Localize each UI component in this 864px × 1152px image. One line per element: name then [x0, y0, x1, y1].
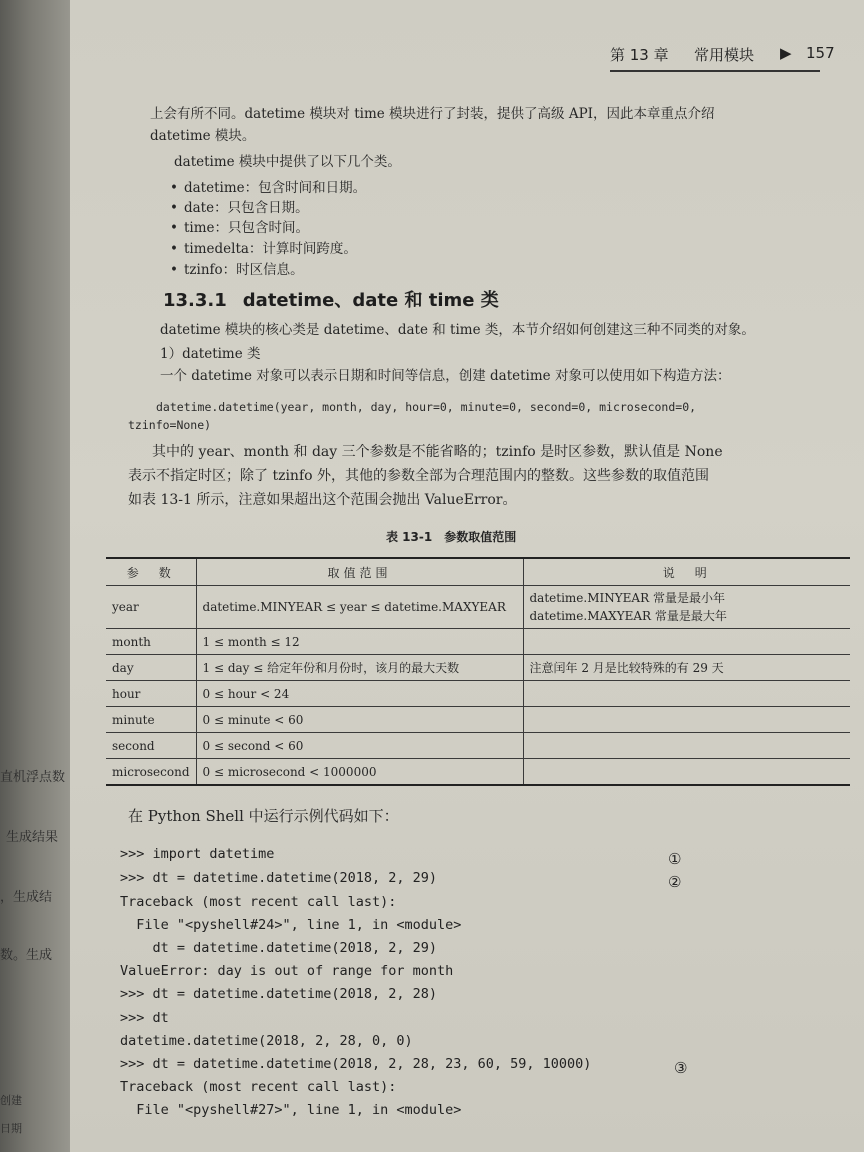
note-cell: [523, 707, 850, 733]
annotation-marker: ①: [668, 850, 682, 868]
param-cell: minute: [106, 707, 196, 733]
shell-line: >>> import datetime: [120, 846, 275, 862]
module-label: 常用模块: [694, 46, 755, 64]
note-line: datetime.MAXYEAR 常量是最大年: [529, 609, 727, 623]
class-list-item: • tzinfo：时区信息。: [170, 258, 304, 278]
body-paragraph: 如表 13-1 所示，注意如果超出这个范围会抛出 ValueError。: [128, 492, 517, 508]
prev-page-fragment: 数。生成: [0, 948, 53, 963]
range-cell: 1 ≤ month ≤ 12: [196, 629, 523, 655]
prev-page-fragment: 生成结果: [6, 830, 59, 845]
range-cell: 0 ≤ minute < 60: [196, 707, 523, 733]
range-cell: 1 ≤ day ≤ 给定年份和月份时，该月的最大天数: [196, 655, 523, 681]
page-number: 157: [806, 44, 835, 62]
previous-page-edge: [0, 0, 70, 1152]
param-cell: year: [106, 586, 196, 629]
prev-page-fragment: ，生成结: [0, 890, 53, 905]
intro-line-3: datetime 模块中提供了以下几个类。: [174, 154, 401, 170]
shell-line: >>> dt = datetime.datetime(2018, 2, 28): [120, 986, 437, 1002]
shell-intro: 在 Python Shell 中运行示例代码如下：: [128, 807, 399, 825]
note-cell: [523, 681, 850, 707]
shell-line: datetime.datetime(2018, 2, 28, 0, 0): [120, 1033, 413, 1049]
note-line: datetime.MINYEAR 常量是最小年: [529, 591, 725, 605]
shell-line: File "<pyshell#27>", line 1, in <module>: [120, 1102, 462, 1118]
table-row: [106, 586, 850, 629]
shell-line: >>> dt: [120, 1010, 169, 1026]
class-list-item: • time：只包含时间。: [170, 216, 309, 236]
table-header-cell: 说 明: [523, 558, 850, 586]
shell-line: Traceback (most recent call last):: [120, 894, 397, 910]
shell-line: File "<pyshell#24>", line 1, in <module>: [120, 917, 462, 933]
body-paragraph: 其中的 year、month 和 day 三个参数是不能省略的；tzinfo 是时区参数，默认值是 None: [152, 444, 723, 460]
table-row: [106, 759, 850, 786]
body-paragraph: datetime 模块的核心类是 datetime、date 和 time 类，本节介绍如何创建这三种不同类的对象。: [160, 322, 755, 338]
table-header-row: [106, 558, 850, 586]
shell-line: >>> dt = datetime.datetime(2018, 2, 28, 23, 60, 59, 10000): [120, 1056, 592, 1072]
param-cell: second: [106, 733, 196, 759]
constructor-code-line-2: tzinfo=None): [128, 418, 212, 432]
section-number: 13.3.1: [163, 290, 227, 311]
intro-line-2: datetime 模块。: [150, 128, 256, 144]
param-cell: month: [106, 629, 196, 655]
table-row: [106, 655, 850, 681]
table-row: [106, 733, 850, 759]
shell-line: ValueError: day is out of range for month: [120, 963, 454, 979]
param-cell: microsecond: [106, 759, 196, 786]
section-title-text: datetime、date 和 time 类: [242, 290, 499, 311]
shell-line: >>> dt = datetime.datetime(2018, 2, 29): [120, 870, 437, 886]
note-cell: [523, 733, 850, 759]
table-row: [106, 629, 850, 655]
note-cell: [523, 759, 850, 786]
table-row: [106, 707, 850, 733]
range-cell: 0 ≤ second < 60: [196, 733, 523, 759]
prev-page-fragment: 直机浮点数: [0, 770, 66, 785]
shell-line: dt = datetime.datetime(2018, 2, 29): [120, 940, 437, 956]
constructor-code-line-1: datetime.datetime(year, month, day, hour=0, minute=0, second=0, microsecond=0,: [156, 400, 697, 414]
range-cell: 0 ≤ hour < 24: [196, 681, 523, 707]
book-page: [70, 0, 864, 1152]
class-list-item: • datetime：包含时间和日期。: [170, 176, 366, 196]
param-cell: hour: [106, 681, 196, 707]
parameter-range-table: [106, 557, 850, 786]
note-cell: 注意闰年 2 月是比较特殊的有 29 天: [523, 655, 850, 681]
range-cell: datetime.MINYEAR ≤ year ≤ datetime.MAXYEAR: [196, 586, 523, 629]
table-row: [106, 681, 850, 707]
annotation-marker: ②: [668, 873, 682, 891]
annotation-marker: ③: [674, 1059, 688, 1077]
section-heading: [163, 286, 499, 312]
prev-page-fragment: 日期: [0, 1122, 22, 1135]
table-header-cell: 参 数: [106, 558, 196, 586]
shell-line: Traceback (most recent call last):: [120, 1079, 397, 1095]
note-cell: [523, 629, 850, 655]
triangle-arrow-icon: ▶: [780, 44, 792, 62]
subheading: 1）datetime 类: [160, 346, 261, 362]
body-paragraph: 表示不指定时区；除了 tzinfo 外，其他的参数全部为合理范围内的整数。这些参数的取值范围: [128, 468, 710, 484]
range-cell: 0 ≤ microsecond < 1000000: [196, 759, 523, 786]
header-rule: [610, 70, 820, 72]
chapter-label: 第 13 章: [610, 46, 669, 64]
class-list-item: • date：只包含日期。: [170, 196, 309, 216]
table-caption: 表 13-1 参数取值范围: [386, 530, 517, 544]
intro-line-1: 上会有所不同。datetime 模块对 time 模块进行了封装，提供了高级 API，因此本章重点介绍: [150, 106, 715, 122]
table-header-cell: 取值范围: [196, 558, 523, 586]
note-cell: [523, 586, 850, 629]
class-list-item: • timedelta：计算时间跨度。: [170, 237, 357, 257]
body-paragraph: 一个 datetime 对象可以表示日期和时间等信息，创建 datetime 对象可以使用如下构造方法：: [160, 368, 731, 384]
prev-page-fragment: 创建: [0, 1094, 22, 1107]
param-cell: day: [106, 655, 196, 681]
